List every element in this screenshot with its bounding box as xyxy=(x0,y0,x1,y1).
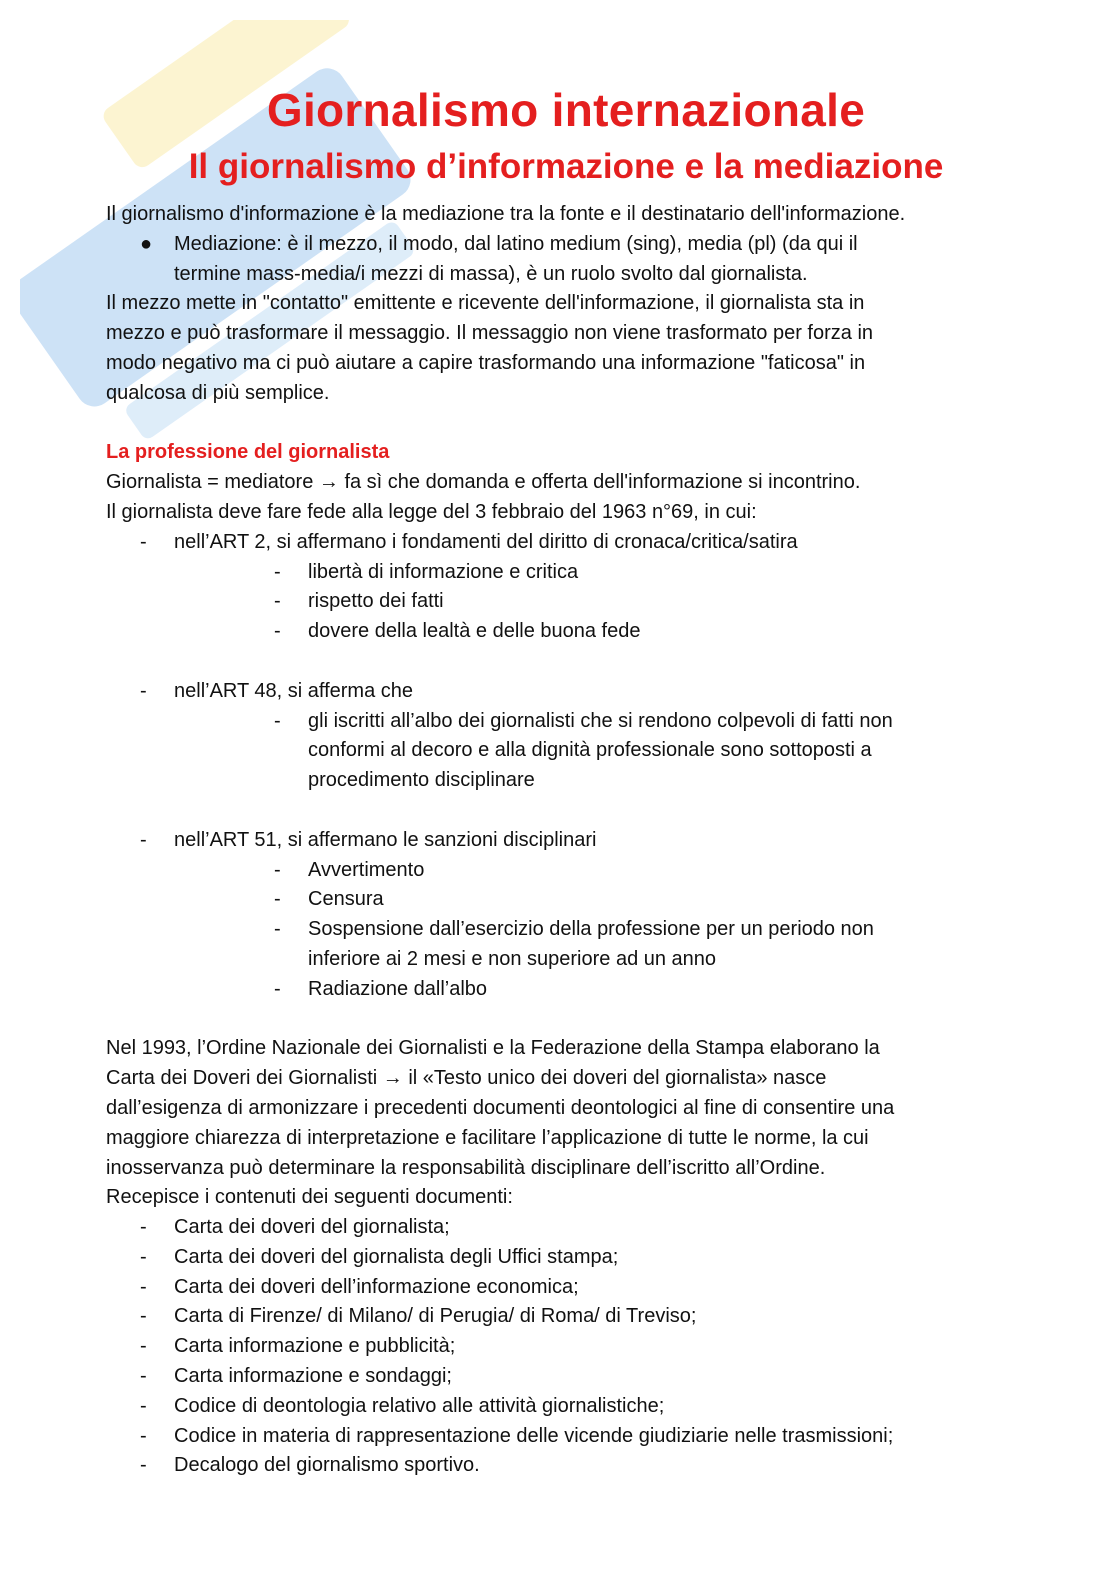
article-item xyxy=(106,528,1026,558)
dash-marker: - xyxy=(274,620,281,643)
sub-item xyxy=(106,975,1026,1005)
paragraph-line: Nel 1993, l’Ordine Nazionale dei Giornalisti e la Federazione della Stampa elaborano la xyxy=(106,1037,880,1060)
paragraph-line: inosservanza può determinare la responsabilità disciplinare dell’iscritto all’Ordine. xyxy=(106,1156,826,1179)
article-label: nell’ART 48, si afferma che xyxy=(174,679,414,702)
mezzo-paragraph xyxy=(106,289,1026,408)
dash-marker: - xyxy=(140,679,147,702)
sub-item xyxy=(106,617,1026,647)
carta-paragraph xyxy=(106,1034,1026,1213)
paragraph-line: Recepisce i contenuti dei seguenti documenti: xyxy=(106,1186,513,1209)
dash-marker: - xyxy=(274,709,281,732)
mediazione-bullet xyxy=(106,230,1026,260)
document-item-text: Carta di Firenze/ di Milano/ di Perugia/ di Roma/ di Treviso; xyxy=(174,1305,697,1328)
sub-item-text: dovere della lealtà e delle buona fede xyxy=(308,620,641,643)
article-label: nell’ART 51, si affermano le sanzioni disciplinari xyxy=(174,828,597,851)
dash-marker: - xyxy=(140,1365,147,1388)
sub-item-continuation xyxy=(106,766,1026,796)
sub-item-text: Radiazione dall’albo xyxy=(308,977,488,1000)
document-title: Giornalismo internazionale xyxy=(266,84,866,136)
document-item xyxy=(106,1422,1026,1452)
paragraph-line: mezzo e può trasformare il messaggio. Il messaggio non viene trasformato per forza in xyxy=(106,322,874,345)
document-item xyxy=(106,1451,1026,1481)
document-item xyxy=(106,1243,1026,1273)
paragraph-line: dall’esigenza di armonizzare i precedenti documenti deontologici al fine di consentire una xyxy=(106,1096,895,1119)
dash-marker: - xyxy=(140,1394,147,1417)
sub-item-text: Censura xyxy=(308,888,384,911)
sub-item xyxy=(106,915,1026,945)
document-item xyxy=(106,1392,1026,1422)
article-label: nell’ART 2, si affermano i fondamenti del diritto di cronaca/critica/satira xyxy=(174,530,798,553)
article-item xyxy=(106,826,1026,856)
sub-item xyxy=(106,587,1026,617)
document-item-text: Decalogo del giornalismo sportivo. xyxy=(174,1454,480,1477)
dash-marker: - xyxy=(140,1454,147,1477)
sub-item-text: procedimento disciplinare xyxy=(308,769,535,792)
document-item-text: Codice di deontologia relativo alle attività giornalistiche; xyxy=(174,1394,665,1417)
paragraph-line: Il mezzo mette in "contatto" emittente e ricevente dell'informazione, il giornalista sta in xyxy=(106,292,865,315)
sub-item-text: Sospensione dall’esercizio della professione per un periodo non xyxy=(308,918,874,941)
article-item xyxy=(106,677,1026,707)
sub-item xyxy=(106,707,1026,737)
documents-list xyxy=(106,1213,1026,1481)
sub-item-continuation xyxy=(106,736,1026,766)
paragraph-line: Carta dei Doveri dei Giornalisti → il «Testo unico dei doveri del giornalista» nasce xyxy=(106,1067,827,1090)
document-subtitle: Il giornalismo d’informazione e la mediazione xyxy=(188,147,944,186)
document-item-text: Carta dei doveri del giornalista; xyxy=(174,1216,450,1239)
sub-item-text: rispetto dei fatti xyxy=(308,590,444,613)
sub-item-text: Avvertimento xyxy=(308,858,425,881)
dash-marker: - xyxy=(274,560,281,583)
sub-item-text: conformi al decoro e alla dignità professionale sono sottoposti a xyxy=(308,739,872,762)
dash-marker: - xyxy=(140,1275,147,1298)
dash-marker: - xyxy=(140,1305,147,1328)
paragraph-line: qualcosa di più semplice. xyxy=(106,381,330,404)
document-item xyxy=(106,1213,1026,1243)
document-item-text: Carta informazione e sondaggi; xyxy=(174,1365,452,1388)
section-heading: La professione del giornalista xyxy=(106,441,390,464)
sub-item xyxy=(106,885,1026,915)
sub-item-text: libertà di informazione e critica xyxy=(308,560,579,583)
document-item-text: Codice in materia di rappresentazione delle vicende giudiziarie nelle trasmissioni; xyxy=(174,1424,894,1447)
sub-item-text: gli iscritti all’albo dei giornalisti che si rendono colpevoli di fatti non xyxy=(308,709,893,732)
document-item xyxy=(106,1302,1026,1332)
bullet-text-line: termine mass-media/i mezzi di massa), è un ruolo svolto dal giornalista. xyxy=(174,262,808,285)
document-content xyxy=(106,80,1026,1481)
bullet-text-line: Mediazione: è il mezzo, il modo, dal latino medium (sing), media (pl) (da qui il xyxy=(174,232,858,255)
dash-marker: - xyxy=(140,530,147,553)
mediatore-line: Giornalista = mediatore → fa sì che domanda e offerta dell'informazione si incontrino. xyxy=(106,471,861,494)
dash-marker: - xyxy=(140,828,147,851)
document-item xyxy=(106,1332,1026,1362)
document-item xyxy=(106,1362,1026,1392)
dash-marker: - xyxy=(274,918,281,941)
paragraph-line: modo negativo ma ci può aiutare a capire trasformando una informazione "faticosa" in xyxy=(106,351,866,374)
bullet-marker: ● xyxy=(140,232,153,255)
document-item-text: Carta informazione e pubblicità; xyxy=(174,1335,456,1358)
dash-marker: - xyxy=(140,1216,147,1239)
sub-item xyxy=(106,558,1026,588)
legge-line: Il giornalista deve fare fede alla legge del 3 febbraio del 1963 n°69, in cui: xyxy=(106,500,757,523)
sub-item xyxy=(106,856,1026,886)
sub-item-continuation xyxy=(106,945,1026,975)
document-item xyxy=(106,1273,1026,1303)
document-item-text: Carta dei doveri dell’informazione economica; xyxy=(174,1275,579,1298)
dash-marker: - xyxy=(274,858,281,881)
document-item-text: Carta dei doveri del giornalista degli Uffici stampa; xyxy=(174,1245,619,1268)
dash-marker: - xyxy=(274,977,281,1000)
dash-marker: - xyxy=(140,1335,147,1358)
dash-marker: - xyxy=(274,590,281,613)
intro-paragraph: Il giornalismo d'informazione è la mediazione tra la fonte e il destinatario dell'informazione. xyxy=(106,203,906,225)
sub-item-text: inferiore ai 2 mesi e non superiore ad un anno xyxy=(308,947,717,970)
paragraph-line: maggiore chiarezza di interpretazione e facilitare l’applicazione di tutte le norme, la cui xyxy=(106,1126,869,1149)
dash-marker: - xyxy=(140,1424,147,1447)
mediazione-bullet-continuation xyxy=(106,260,1026,290)
dash-marker: - xyxy=(274,888,281,911)
dash-marker: - xyxy=(140,1245,147,1268)
